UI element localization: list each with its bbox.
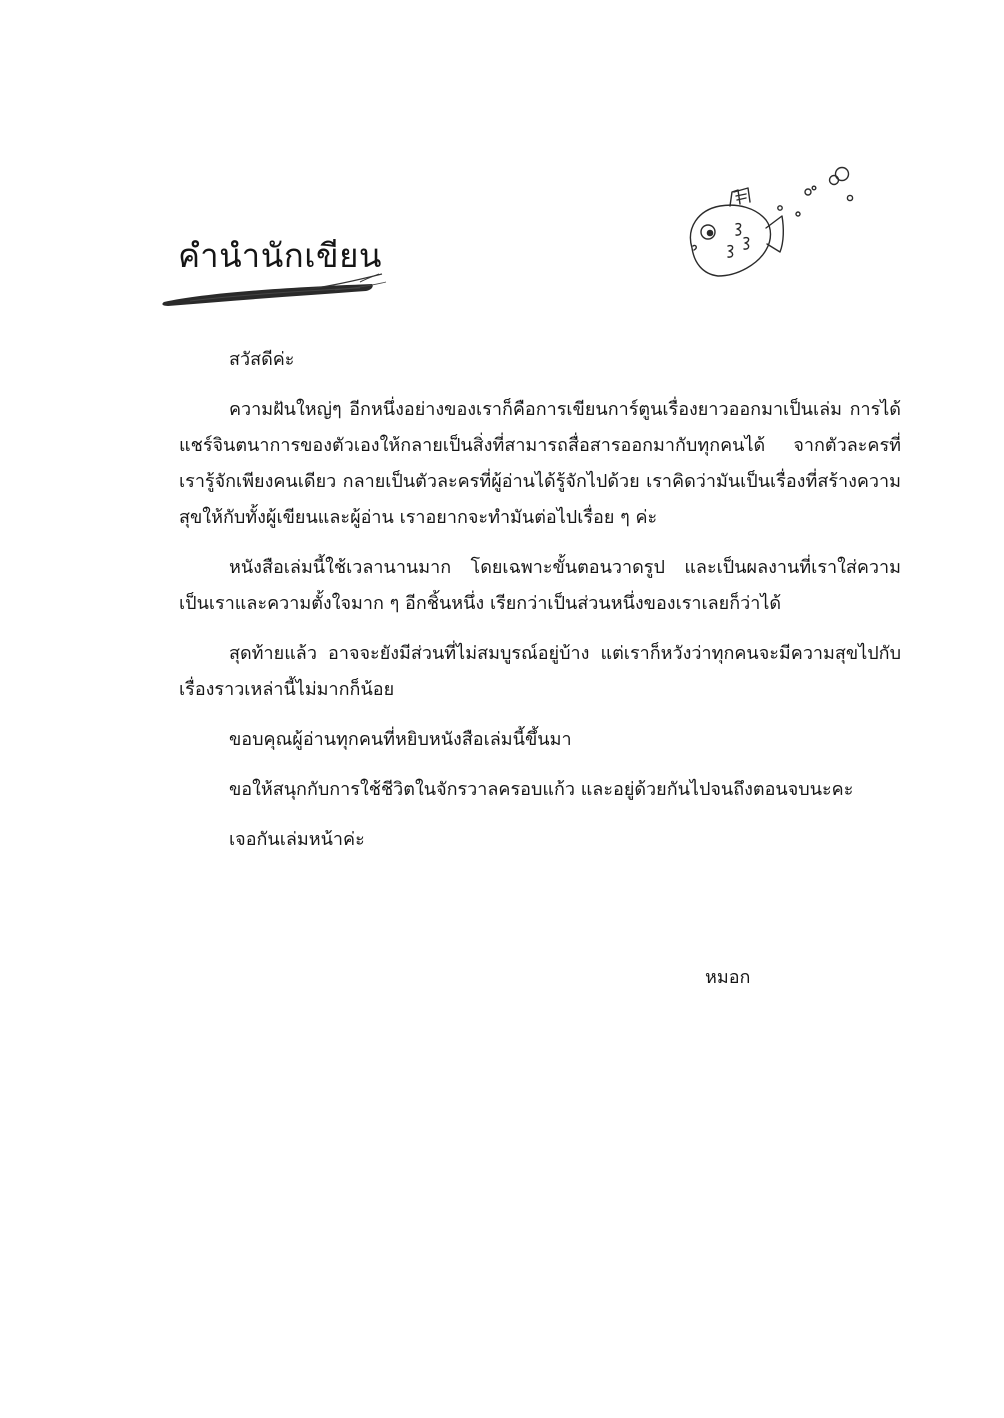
author-signature: หมอก	[705, 967, 751, 988]
brush-stroke-icon	[160, 268, 390, 312]
farewell-line: เจอกันเล่มหน้าค่ะ	[229, 829, 365, 850]
paragraph-3: สุดท้ายแล้ว อาจจะยังมีส่วนที่ไม่สมบูรณ์อยู่บ้าง แต่เราก็หวังว่าทุกคนจะมีความสุขไปกับเรื่องราวเหล่านี้ไม่มากก็น้อย	[179, 643, 901, 700]
paragraph-2: หนังสือเล่มนี้ใช้เวลานานมาก โดยเฉพาะขั้นตอนวาดรูป และเป็นผลงานที่เราใส่ความเป็นเราและความตั้งใจมาก ๆ อีกชิ้นหนึ่ง เรียกว่าเป็นส่วนหนึ่งของเราเลยก็ว่าได้	[179, 557, 901, 614]
thanks-line: ขอบคุณผู้อ่านทุกคนที่หยิบหนังสือเล่มนี้ขึ้นมา	[229, 729, 572, 750]
greeting: สวัสดีค่ะ	[229, 349, 295, 370]
paragraph-1: ความฝันใหญ่ๆ อีกหนึ่งอย่างของเราก็คือการเขียนการ์ตูนเรื่องยาวออกมาเป็นเล่ม การได้แชร์จินตนาการของตัวเองให้กลายเป็นสิ่งที่สามารถสื่อสารออกมากับทุกคนได้ จากตัวละครที่เรารู้จักเพียงคนเดียว กลายเป็นตัวละครที่ผู้อ่านได้รู้จักไปด้วย เราคิดว่ามันเป็นเรื่องที่สร้างความสุขให้กับทั้งผู้เขียนและผู้อ่าน เราอยากจะทำมันต่อไปเรื่อย ๆ ค่ะ	[179, 399, 901, 528]
preface-body	[179, 342, 901, 872]
page-title: คำนำนักเขียน	[178, 236, 382, 275]
wish-line: ขอให้สนุกกับการใช้ชีวิตในจักรวาลครอบแก้ว และอยู่ด้วยกันไปจนถึงตอนจบนะคะ	[229, 779, 854, 800]
fish-with-bubbles-icon	[680, 158, 870, 288]
